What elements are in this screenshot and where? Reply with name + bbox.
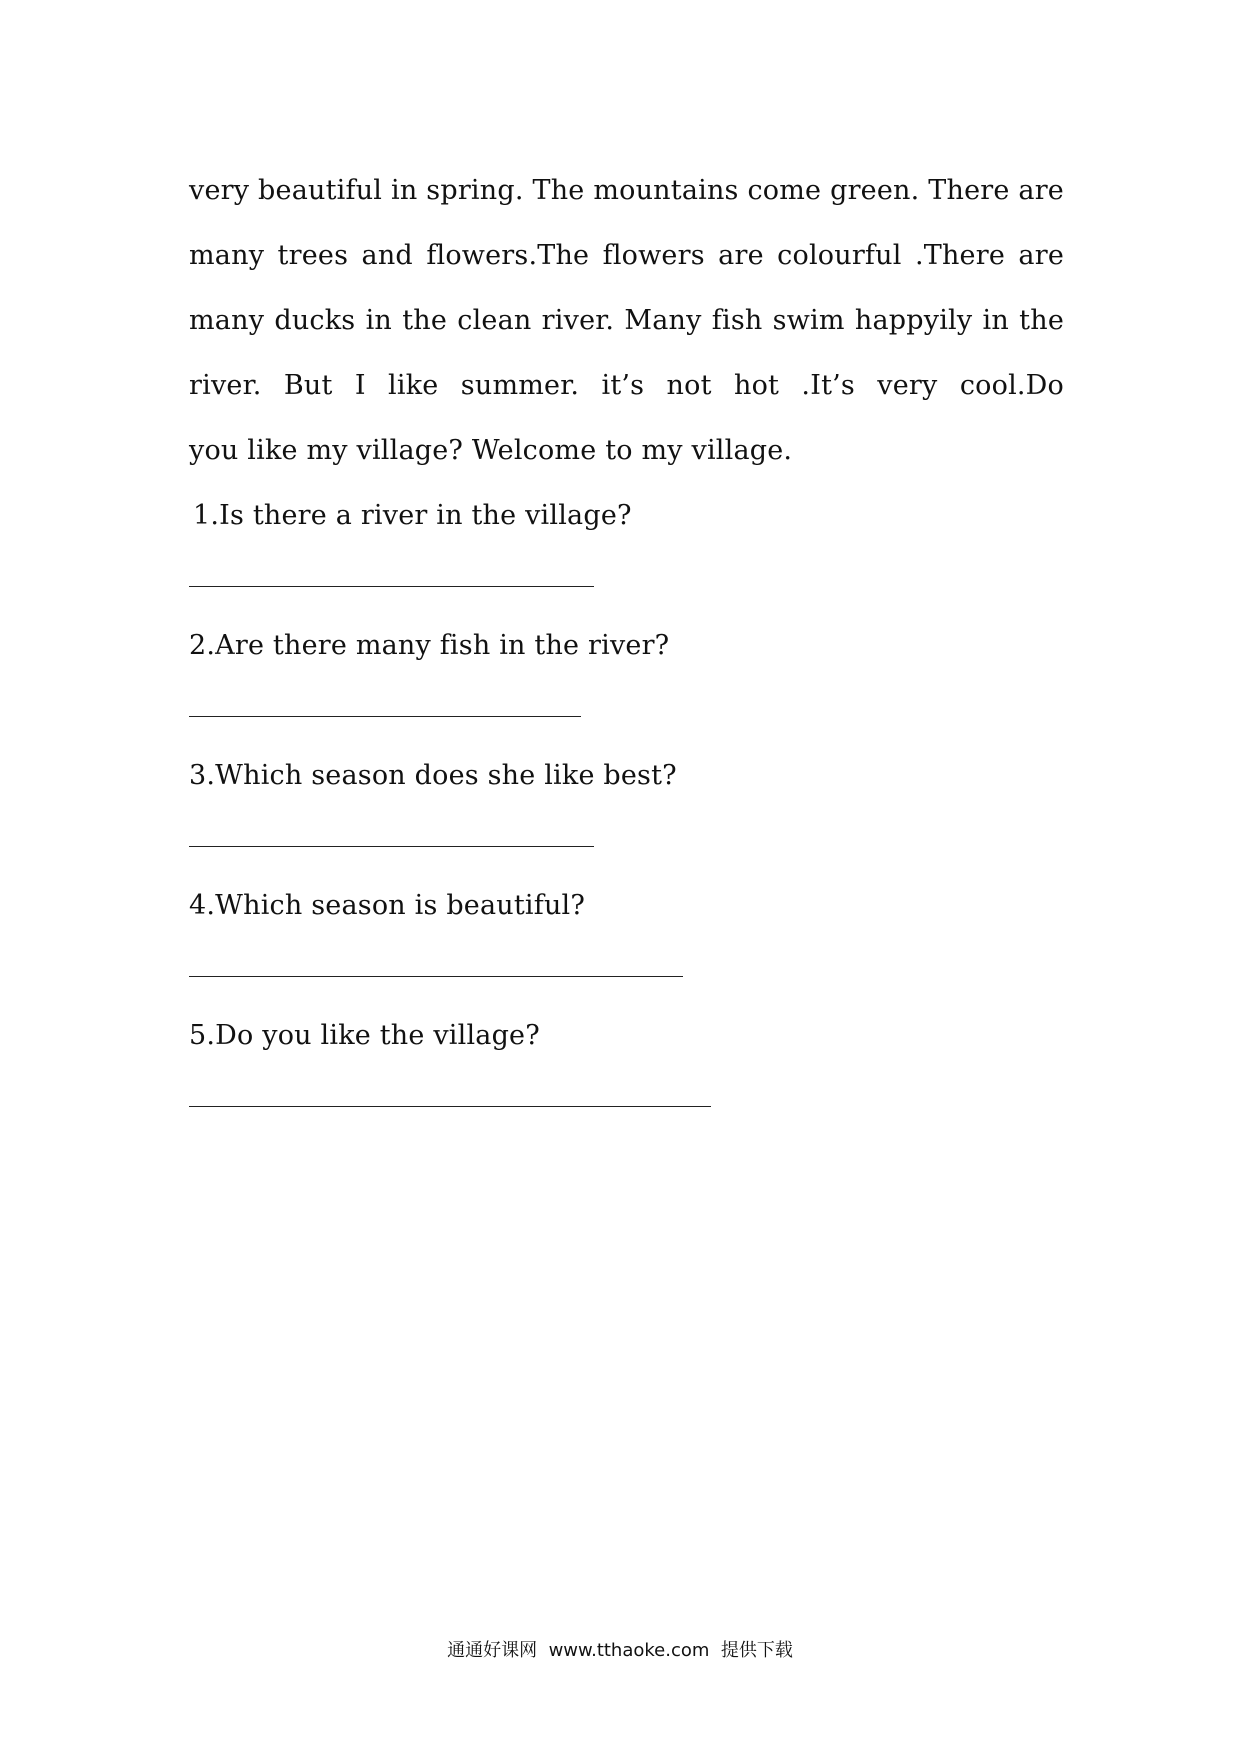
footer-source-note: 通通好课网 www.tthaoke.com 提供下载: [447, 1640, 793, 1661]
passage-line: river. But I like summer. it’s not hot .It’s very cool.Do: [189, 370, 1064, 401]
question-1: 1.Is there a river in the village?: [193, 500, 632, 531]
answer-blank-3[interactable]: [189, 846, 594, 847]
passage-line: many trees and flowers.The flowers are colourful .There are: [189, 240, 1064, 271]
passage-line: you like my village? Welcome to my village.: [189, 435, 793, 466]
answer-row-4: [189, 938, 1064, 1003]
passage: [189, 158, 1064, 483]
question-3: 3.Which season does she like best?: [189, 760, 677, 791]
answer-row-3: [189, 808, 1064, 873]
answer-row-2: [189, 678, 1064, 743]
answer-blank-5[interactable]: [189, 1106, 711, 1107]
question-5: 5.Do you like the village?: [189, 1020, 540, 1051]
answer-row-5: [189, 1068, 1064, 1133]
question-4: 4.Which season is beautiful?: [189, 890, 586, 921]
answer-blank-4[interactable]: [189, 976, 683, 977]
answer-blank-2[interactable]: [189, 716, 581, 717]
answer-blank-1[interactable]: [189, 586, 594, 587]
reading-section: [189, 158, 1064, 1133]
question-2: 2.Are there many fish in the river?: [189, 630, 670, 661]
passage-line: many ducks in the clean river. Many fish swim happyily in the: [189, 305, 1064, 336]
passage-line: very beautiful in spring. The mountains come green. There are: [189, 175, 1064, 206]
question-list: [189, 483, 1064, 1133]
answer-row-1: [189, 548, 1064, 613]
